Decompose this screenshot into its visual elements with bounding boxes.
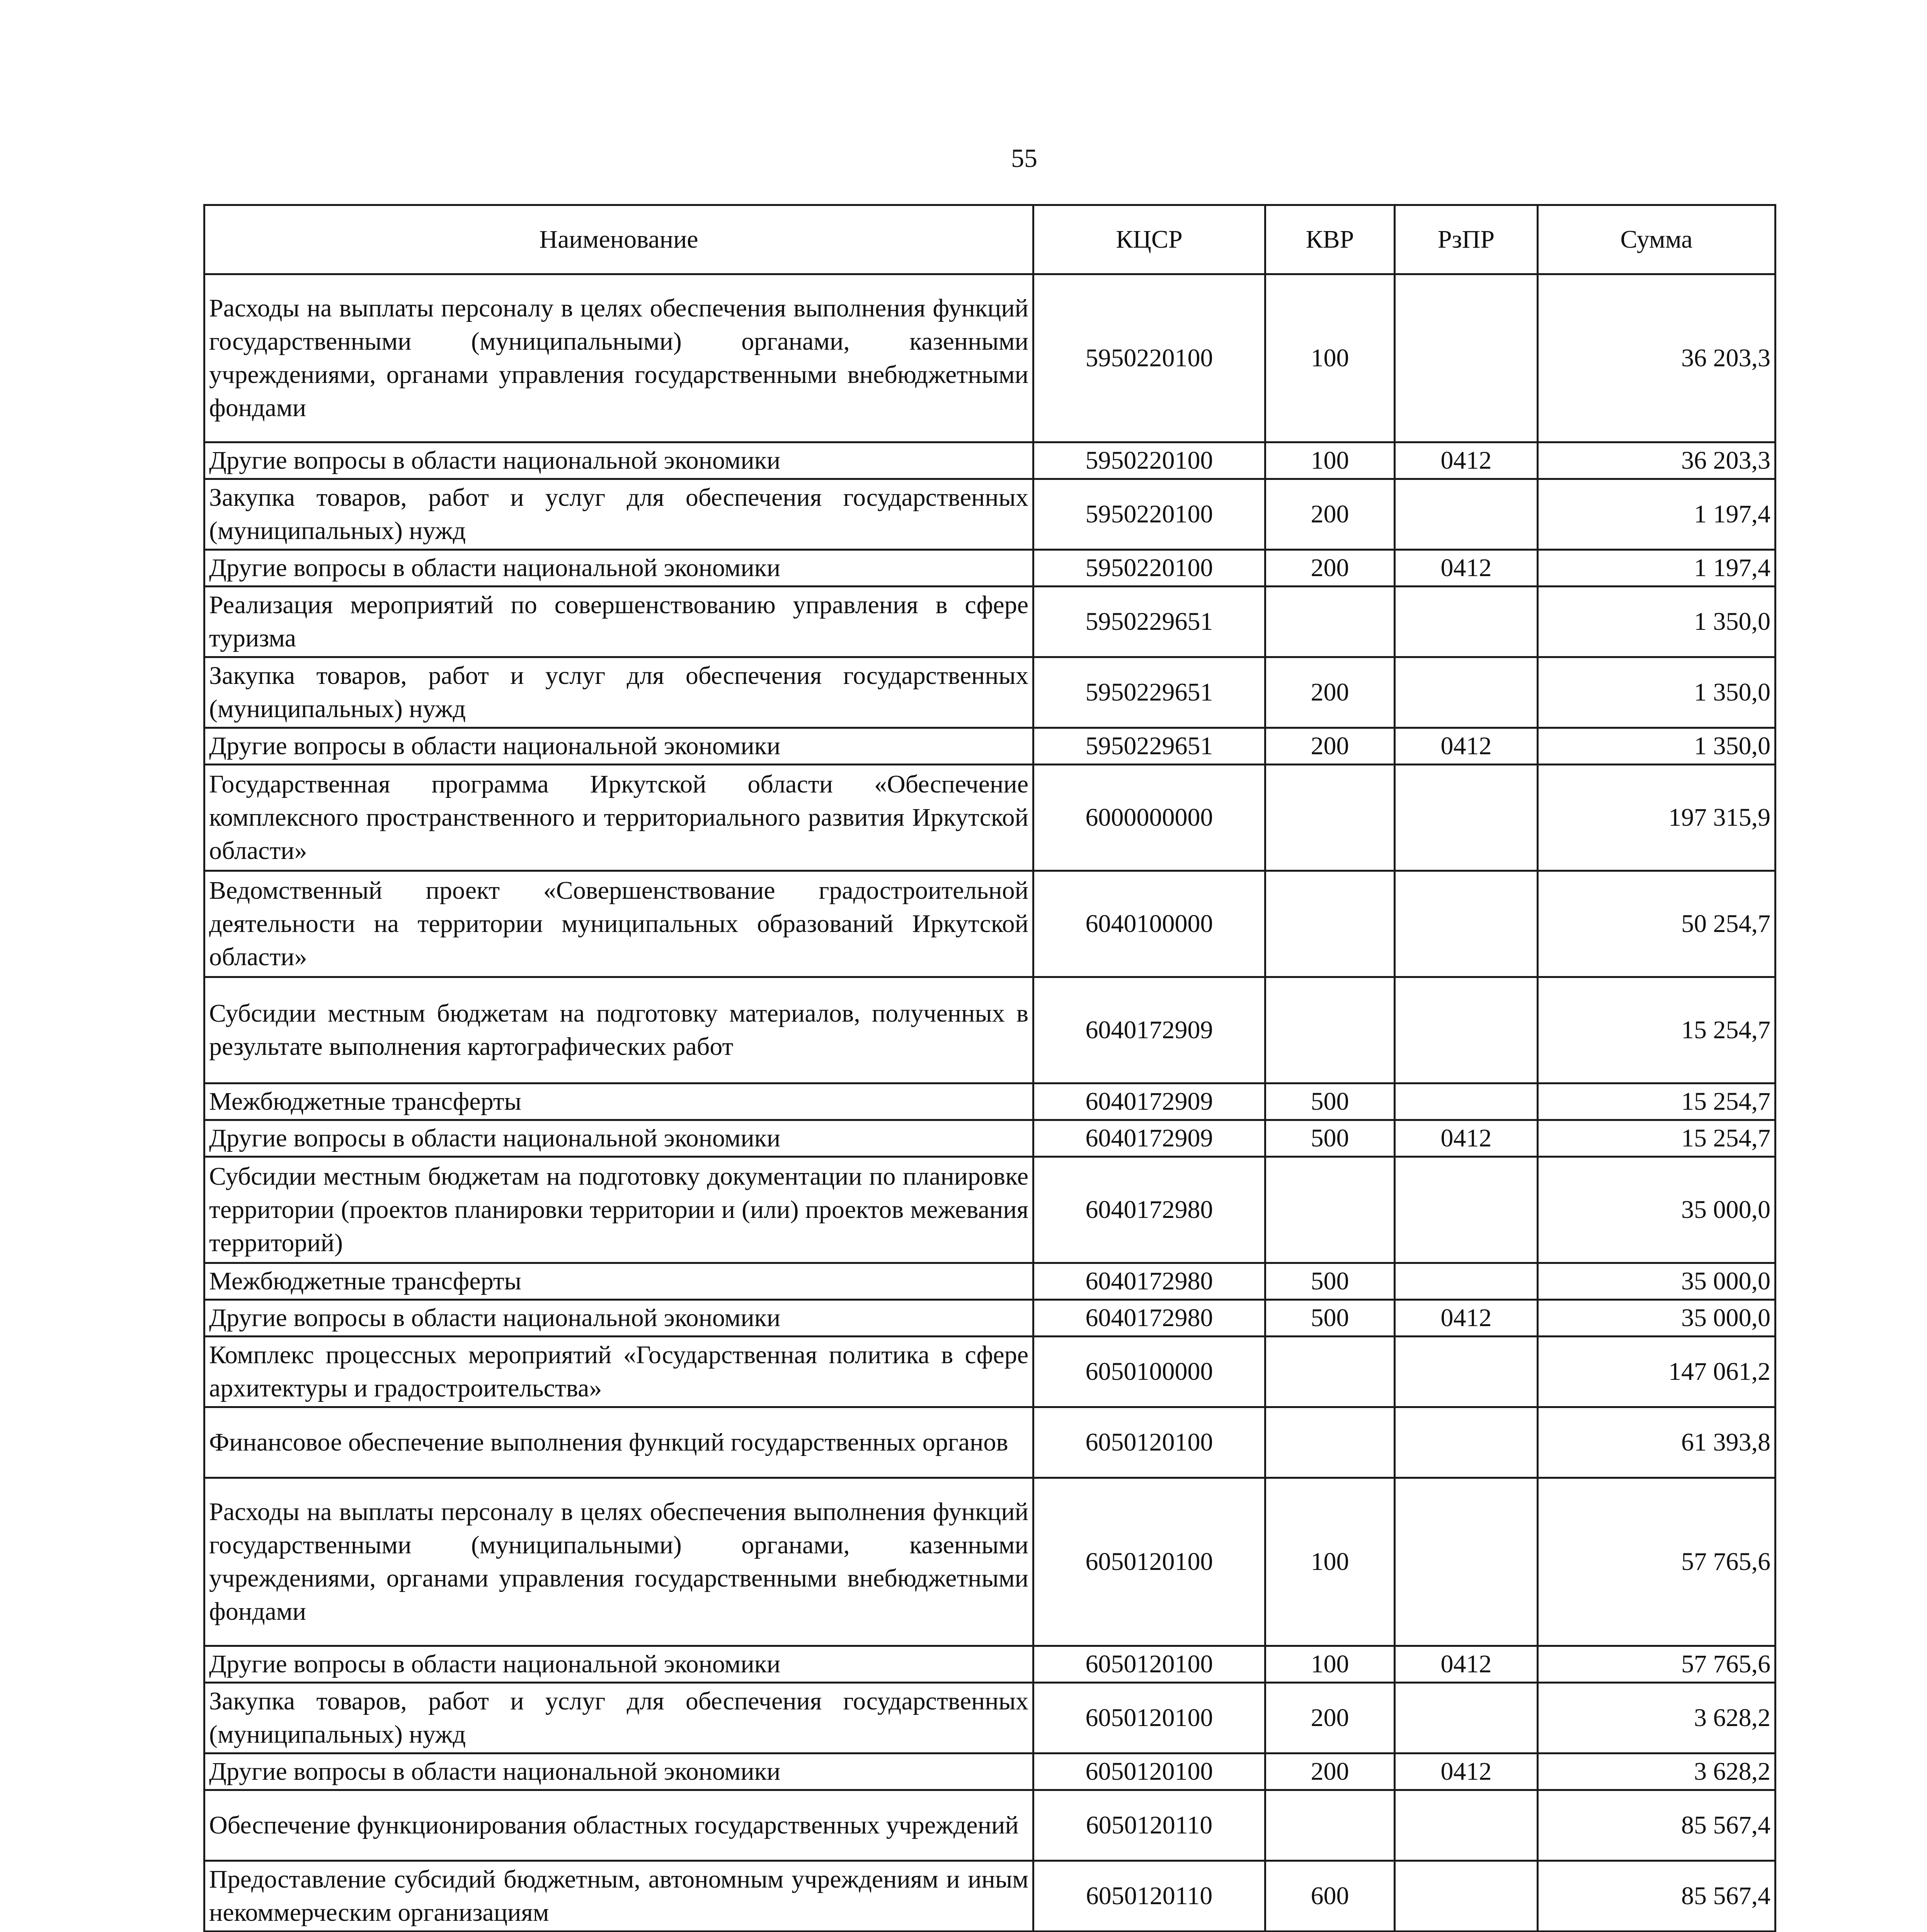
cell-kvr [1265,1337,1395,1407]
cell-code: 6050120100 [1033,1646,1265,1683]
table-row [204,1083,1775,1120]
cell-name: Другие вопросы в области национальной экономики [204,1646,1033,1683]
cell-code: 6040172980 [1033,1300,1265,1337]
cell-rzpr [1395,871,1538,977]
cell-code: 6050120110 [1033,1790,1265,1861]
cell-rzpr [1395,587,1538,657]
cell-kvr: 200 [1265,1683,1395,1753]
cell-code: 6040100000 [1033,871,1265,977]
cell-sum: 85 567,4 [1538,1861,1775,1932]
cell-rzpr [1395,479,1538,550]
table-row [204,657,1775,728]
cell-sum: 1 350,0 [1538,657,1775,728]
cell-sum: 57 765,6 [1538,1646,1775,1683]
cell-sum: 36 203,3 [1538,442,1775,479]
cell-rzpr: 0412 [1395,442,1538,479]
table-row [204,1407,1775,1478]
cell-name: Закупка товаров, работ и услуг для обеспечения государственных (муниципальных) нужд [204,657,1033,728]
cell-kvr: 200 [1265,728,1395,765]
cell-sum: 85 567,4 [1538,1790,1775,1861]
cell-kvr [1265,871,1395,977]
table-row [204,1861,1775,1932]
cell-sum: 15 254,7 [1538,1083,1775,1120]
cell-sum: 35 000,0 [1538,1157,1775,1263]
cell-rzpr [1395,1083,1538,1120]
cell-sum: 36 203,3 [1538,274,1775,442]
table-header-row [204,205,1775,274]
cell-name: Предоставление субсидий бюджетным, автономным учреждениям и иным некоммерческим организациям [204,1861,1033,1932]
table-row [204,442,1775,479]
table-row [204,479,1775,550]
table-row [204,1263,1775,1300]
table-body [204,274,1775,1932]
cell-kvr: 200 [1265,1753,1395,1790]
cell-name: Другие вопросы в области национальной экономики [204,728,1033,765]
table-row [204,1478,1775,1646]
cell-code: 5950220100 [1033,274,1265,442]
cell-kvr [1265,765,1395,871]
cell-code: 6050120100 [1033,1753,1265,1790]
cell-name: Расходы на выплаты персоналу в целях обеспечения выполнения функций государственными (муниципальными) органами, казенными учреждениями, органами управления государственными внебюджетными фондами [204,274,1033,442]
cell-sum: 35 000,0 [1538,1263,1775,1300]
cell-rzpr: 0412 [1395,1300,1538,1337]
cell-code: 5950220100 [1033,479,1265,550]
cell-sum: 147 061,2 [1538,1337,1775,1407]
cell-code: 6050120100 [1033,1683,1265,1753]
cell-rzpr [1395,1861,1538,1932]
table-row [204,587,1775,657]
cell-code: 6040172980 [1033,1157,1265,1263]
cell-kvr [1265,1790,1395,1861]
cell-rzpr: 0412 [1395,728,1538,765]
cell-name: Другие вопросы в области национальной экономики [204,442,1033,479]
cell-name: Другие вопросы в области национальной экономики [204,1120,1033,1157]
table-row [204,871,1775,977]
cell-kvr [1265,1157,1395,1263]
header-kvr: КВР [1265,205,1395,274]
cell-rzpr [1395,1157,1538,1263]
cell-kvr [1265,977,1395,1083]
cell-kvr: 500 [1265,1300,1395,1337]
cell-code: 6040172909 [1033,1083,1265,1120]
cell-name: Другие вопросы в области национальной экономики [204,1753,1033,1790]
cell-name: Межбюджетные трансферты [204,1263,1033,1300]
cell-sum: 197 315,9 [1538,765,1775,871]
cell-rzpr [1395,1790,1538,1861]
cell-rzpr [1395,657,1538,728]
cell-sum: 3 628,2 [1538,1753,1775,1790]
cell-kvr: 200 [1265,550,1395,587]
cell-code: 6050100000 [1033,1337,1265,1407]
cell-name: Другие вопросы в области национальной экономики [204,550,1033,587]
cell-code: 5950220100 [1033,550,1265,587]
cell-sum: 15 254,7 [1538,1120,1775,1157]
table-row [204,274,1775,442]
table-row [204,977,1775,1083]
cell-name: Расходы на выплаты персоналу в целях обеспечения выполнения функций государственными (муниципальными) органами, казенными учреждениями, органами управления государственными внебюджетными фондами [204,1478,1033,1646]
cell-kvr: 100 [1265,1646,1395,1683]
cell-sum: 61 393,8 [1538,1407,1775,1478]
page-number: 55 [1011,143,1037,173]
cell-name: Государственная программа Иркутской области «Обеспечение комплексного пространственного и территориального развития Иркутской области» [204,765,1033,871]
cell-name: Межбюджетные трансферты [204,1083,1033,1120]
table-row [204,1120,1775,1157]
cell-kvr: 200 [1265,479,1395,550]
cell-name: Обеспечение функционирования областных государственных учреждений [204,1790,1033,1861]
cell-code: 6050120110 [1033,1861,1265,1932]
cell-sum: 1 350,0 [1538,587,1775,657]
cell-sum: 35 000,0 [1538,1300,1775,1337]
cell-code: 5950220100 [1033,442,1265,479]
table-row [204,1753,1775,1790]
cell-name: Ведомственный проект «Совершенствование градостроительной деятельности на территории муниципальных образований Иркутской области» [204,871,1033,977]
cell-rzpr: 0412 [1395,1120,1538,1157]
cell-kvr: 500 [1265,1083,1395,1120]
cell-rzpr [1395,1337,1538,1407]
cell-kvr: 100 [1265,274,1395,442]
cell-name: Другие вопросы в области национальной экономики [204,1300,1033,1337]
cell-name: Субсидии местным бюджетам на подготовку материалов, полученных в результате выполнения картографических работ [204,977,1033,1083]
cell-code: 6040172909 [1033,1120,1265,1157]
cell-rzpr [1395,977,1538,1083]
header-code: КЦСР [1033,205,1265,274]
table-row [204,1337,1775,1407]
cell-rzpr [1395,1263,1538,1300]
cell-sum: 57 765,6 [1538,1478,1775,1646]
cell-code: 6040172909 [1033,977,1265,1083]
table-row [204,1790,1775,1861]
cell-code: 6040172980 [1033,1263,1265,1300]
header-sum: Сумма [1538,205,1775,274]
cell-rzpr: 0412 [1395,550,1538,587]
table-row [204,1157,1775,1263]
header-rzpr: РзПР [1395,205,1538,274]
cell-kvr [1265,1407,1395,1478]
cell-code: 5950229651 [1033,657,1265,728]
cell-name: Комплекс процессных мероприятий «Государственная политика в сфере архитектуры и градостроительства» [204,1337,1033,1407]
table-row [204,728,1775,765]
table-row [204,765,1775,871]
cell-sum: 1 197,4 [1538,550,1775,587]
cell-rzpr: 0412 [1395,1646,1538,1683]
cell-code: 5950229651 [1033,587,1265,657]
cell-sum: 3 628,2 [1538,1683,1775,1753]
cell-sum: 50 254,7 [1538,871,1775,977]
table-row [204,550,1775,587]
cell-name: Закупка товаров, работ и услуг для обеспечения государственных (муниципальных) нужд [204,1683,1033,1753]
cell-kvr: 100 [1265,1478,1395,1646]
table-row [204,1683,1775,1753]
cell-rzpr [1395,1407,1538,1478]
table-row [204,1300,1775,1337]
cell-sum: 1 350,0 [1538,728,1775,765]
cell-kvr: 200 [1265,657,1395,728]
cell-name: Субсидии местным бюджетам на подготовку документации по планировке территории (проектов планировки территории и (или) проектов межевания территорий) [204,1157,1033,1263]
cell-name: Финансовое обеспечение выполнения функций государственных органов [204,1407,1033,1478]
cell-sum: 15 254,7 [1538,977,1775,1083]
budget-table [203,204,1776,1932]
cell-kvr: 100 [1265,442,1395,479]
table-row [204,1646,1775,1683]
cell-rzpr [1395,274,1538,442]
cell-sum: 1 197,4 [1538,479,1775,550]
cell-name: Реализация мероприятий по совершенствованию управления в сфере туризма [204,587,1033,657]
cell-kvr: 500 [1265,1120,1395,1157]
cell-rzpr [1395,1683,1538,1753]
cell-kvr: 500 [1265,1263,1395,1300]
cell-code: 6000000000 [1033,765,1265,871]
cell-kvr: 600 [1265,1861,1395,1932]
cell-code: 6050120100 [1033,1407,1265,1478]
header-name: Наименование [204,205,1033,274]
cell-rzpr [1395,1478,1538,1646]
cell-code: 6050120100 [1033,1478,1265,1646]
cell-rzpr [1395,765,1538,871]
cell-rzpr: 0412 [1395,1753,1538,1790]
cell-kvr [1265,587,1395,657]
cell-code: 5950229651 [1033,728,1265,765]
cell-name: Закупка товаров, работ и услуг для обеспечения государственных (муниципальных) нужд [204,479,1033,550]
